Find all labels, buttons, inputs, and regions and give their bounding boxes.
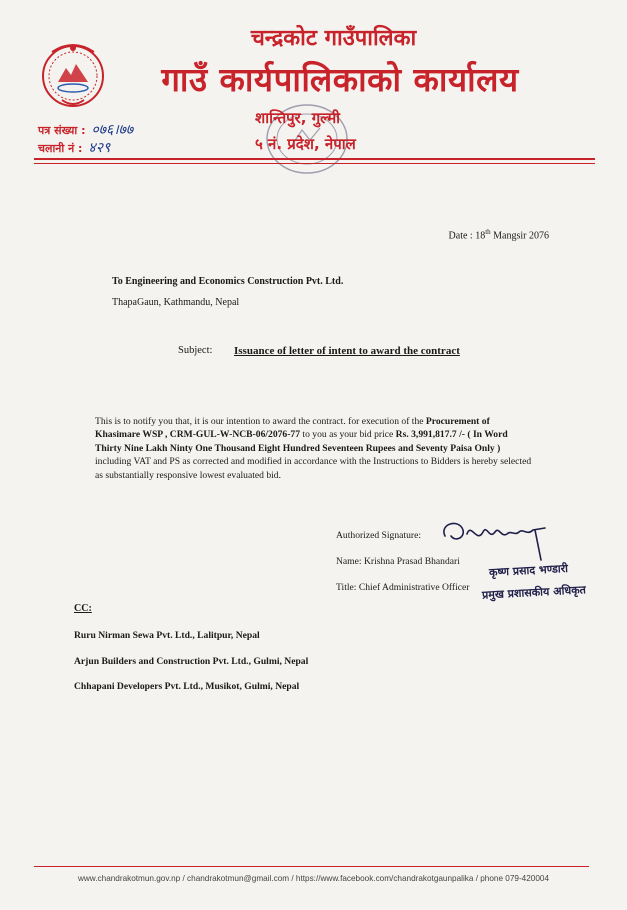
cc-label: CC: — [74, 603, 92, 614]
subject-label: Subject: — [178, 345, 213, 356]
cc-recipient: Ruru Nirman Sewa Pvt. Ltd., Lalitpur, Nepal — [74, 630, 260, 641]
dispatch-value: ४२९ — [88, 140, 111, 156]
reference-value: ०७६।७७ — [91, 122, 134, 138]
address-line-2: ५ नं. प्रदेश, नेपाल — [255, 135, 356, 153]
signatory-name-nepali: कृष्ण प्रसाद भण्डारी — [488, 561, 569, 580]
body-text-1: This is to notify you that, it is our intention to award the contract. for execution of the — [95, 416, 426, 427]
signatory-title: Title: Chief Administrative Officer — [336, 582, 470, 593]
body-bid-price: Rs. 3,991,817.7 /- ( In Word Thirty Nine Lakh Ninty One Thousand Eight Hundred Seventeen Rupees and Seventy Paisa Only ) — [95, 429, 508, 454]
date-prefix: Date : 18 — [448, 230, 486, 242]
body-project-name: Procurement of Khasimare WSP , CRM-GUL-W-NCB-06/2076-77 — [95, 416, 490, 441]
recipient-name: To Engineering and Economics Construction Pvt. Ltd. — [112, 276, 344, 287]
cc-recipient: Chhapani Developers Pvt. Ltd., Musikot, Gulmi, Nepal — [74, 681, 300, 692]
dispatch-label: चलानी नं : — [38, 142, 83, 155]
signature-label: Authorized Signature: — [336, 530, 421, 541]
body-text-2: to you as your bid price — [300, 429, 396, 441]
letter-date — [449, 228, 549, 241]
address-line-1: शान्तिपुर, गुल्मी — [255, 109, 341, 127]
letterhead-divider — [34, 158, 595, 160]
cc-recipient: Arjun Builders and Construction Pvt. Ltd., Gulmi, Nepal — [74, 656, 309, 667]
letterhead-divider-thin — [34, 163, 595, 164]
handwritten-signature — [437, 514, 552, 562]
dispatch-number — [38, 138, 110, 157]
office-name: गाउँ कार्यपालिकाको कार्यालय — [161, 60, 519, 99]
signatory-name: Name: Krishna Prasad Bhandari — [336, 556, 460, 567]
footer-divider — [34, 866, 589, 867]
municipality-name: चन्द्रकोट गाउँपालिका — [250, 26, 417, 51]
reference-label: पत्र संख्या : — [38, 124, 86, 137]
body-text-3: including VAT and PS as corrected and modified in accordance with the Instructions to Bidders is hereby selected as substantially responsive lowest evaluated bid. — [95, 456, 532, 481]
subject-text: Issuance of letter of intent to award the contract — [234, 345, 460, 357]
reference-number — [38, 120, 133, 139]
footer-contact: www.chandrakotmun.gov.np / chandrakotmun@gmail.com / https://www.facebook.com/chandrakotgaunpalika / phone 079-420004 — [77, 874, 550, 883]
letter-body — [95, 415, 533, 482]
date-suffix: th — [485, 228, 491, 236]
recipient-address: ThapaGaun, Kathmandu, Nepal — [112, 297, 240, 308]
signatory-title-nepali: प्रमुख प्रशासकीय अधिकृत — [481, 583, 587, 602]
date-rest: Mangsir 2076 — [490, 230, 549, 242]
